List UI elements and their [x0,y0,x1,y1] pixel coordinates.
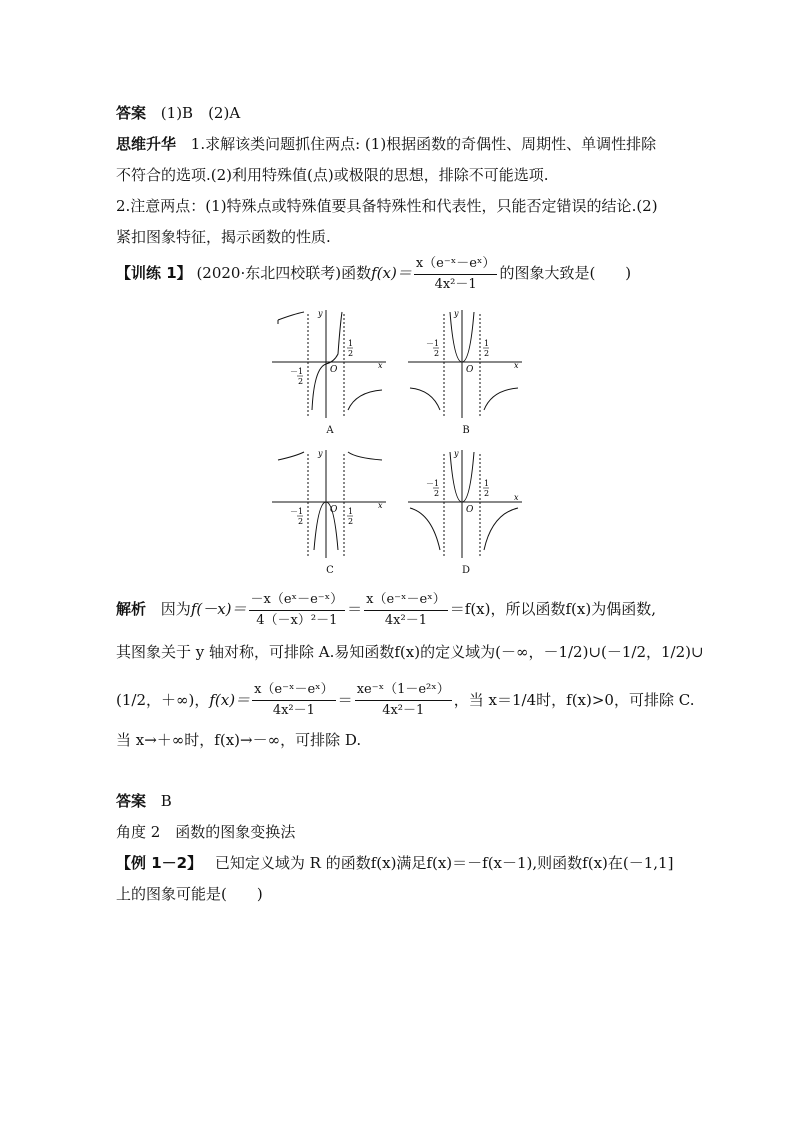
answer-text: (1)B (2)A [160,104,241,122]
svg-text:2: 2 [434,349,440,358]
svg-text:1: 1 [348,507,354,516]
frac4-num: xe⁻ˣ（1－e²ˣ） [355,680,452,701]
answer2-text: B [160,792,172,810]
svg-text:2: 2 [298,517,304,526]
method-line-1 [116,129,682,160]
example-text-2: 上的图象可能是( ) [116,885,263,903]
solution-frac-3 [252,680,336,721]
svg-text:－1: －1 [426,339,440,348]
example-line [116,848,682,879]
svg-text:－1: －1 [426,479,440,488]
graph-label-b: B [462,425,470,436]
solution-frac-4 [355,680,452,721]
solution-frac-2 [364,590,448,631]
graph-c [270,446,390,574]
solution-s2: 其图象关于 y 轴对称，可排除 A.易知函数f(x)的定义域为 [116,642,496,661]
svg-text:－1: －1 [290,507,304,516]
training-frac-den: 4x²－1 [434,276,477,292]
frac1-den: 4（－x）²－1 [256,612,338,628]
tail-block [116,786,682,910]
graph-label-c: C [326,565,334,576]
svg-text:y: y [318,309,323,318]
frac3-den: 4x²－1 [272,703,315,718]
training-label: 【训练 1】 [116,264,192,282]
solution-s3dom: (1/2，＋∞)， [116,690,210,709]
svg-text:O: O [466,365,474,375]
svg-text:x: x [378,361,383,370]
svg-text:x: x [514,361,519,370]
svg-text:2: 2 [298,377,304,386]
training-source: (2020·东北四校联考)函数 [196,264,372,282]
graph-label-d: D [461,565,471,576]
answer-line-2 [116,786,682,817]
solution-line-3: (1/2，＋∞)，f(x)＝ $\frac{\text{x（e⁻ˣ－eˣ）}}{\text{4x²－1}}$ ＝ $\frac{\text{xe⁻ˣ（1－e²ˣ）}}{\text{4x²－1}}$ ，当 x＝1/4时，f(x)>0，可排除 C. [116,679,682,722]
solution-s1c: ＝f(x)，所以函数f(x)为偶函数, [449,600,656,618]
angle-heading: 角度 2 函数的图象变换法 [116,823,296,841]
answer2-label: 答案 [116,792,147,810]
svg-text:2: 2 [348,349,354,358]
svg-text:2: 2 [484,349,490,358]
svg-text:2: 2 [348,517,354,526]
solution-s2dom: (－∞，－1/2)∪(－1/2，1/2)∪ [495,642,704,661]
svg-text:x: x [378,501,383,510]
svg-text:O: O [330,365,338,375]
graph-b [406,306,526,434]
svg-text:1: 1 [348,339,354,348]
document-body [116,98,682,295]
method-p1b: 不符合的选项.(2)利用特殊值(点)或极限的思想，排除不可能选项. [116,166,549,184]
solution-label: 解析 [116,600,147,618]
graph-label-a: A [326,425,334,436]
solution-s3f: f(x)＝ [209,690,251,709]
answer-line-1 [116,98,682,129]
svg-text:y: y [454,309,459,318]
method-p2b: 紧扣图象特征，揭示函数的性质. [116,228,331,246]
solution-s3tail: ，当 x＝1/4时，f(x)>0，可排除 C. [453,690,695,709]
solution-line-2 [116,631,704,673]
solution-line-1: 解析 因为f(－x)＝ $\frac{\text{－x（eˣ－e⁻ˣ）}}{\text{4（－x）²－1}}$ ＝ $\frac{\text{x（e⁻ˣ－eˣ）}}{\text{4x²－1}}$ ＝f(x)，所以函数f(x)为偶函数, [116,588,682,631]
frac2-den: 4x²－1 [384,612,427,628]
svg-text:y: y [454,449,459,458]
graph-a [270,306,390,434]
training-tail: 的图象大致是( ) [499,264,632,282]
training-func: f(x)＝ [371,264,412,282]
training-line [116,253,682,295]
method-p1: 1.求解该类问题抓住两点: (1)根据函数的奇偶性、周期性、单调性排除 [190,135,657,153]
solution-frac-1 [249,590,346,631]
example-label: 【例 1－2】 [116,854,203,872]
solution-s1b: f(－x)＝ [190,600,247,618]
svg-text:1: 1 [484,479,490,488]
frac2-num: x（e⁻ˣ－eˣ） [364,590,448,611]
method-label: 思维升华 [116,135,177,153]
training-fraction [414,254,498,295]
svg-text:1: 1 [484,339,490,348]
svg-text:－1: －1 [290,367,304,376]
svg-text:2: 2 [484,489,490,498]
svg-text:y: y [318,449,323,458]
solution-block [116,588,704,755]
svg-text:O: O [330,505,338,515]
solution-s1a: 因为 [160,600,191,618]
svg-text:x: x [514,493,519,502]
answer-label: 答案 [116,104,147,122]
method-p2: 2.注意两点：(1)特殊点或特殊值要具备特殊性和代表性，只能否定错误的结论.(2) [116,197,658,215]
graph-d [406,446,526,574]
training-frac-num: x（e⁻ˣ－eˣ） [414,254,498,275]
svg-text:O: O [466,505,474,515]
frac4-den: 4x²－1 [382,703,425,718]
svg-text:2: 2 [434,489,440,498]
answer-graphs [270,306,530,574]
example-text: 已知定义域为 R 的函数f(x)满足f(x)＝－f(x－1),则函数f(x)在(－1,1] [214,854,674,872]
solution-s4: 当 x→＋∞时，f(x)→－∞，可排除 D. [116,731,362,749]
frac3-num: x（e⁻ˣ－eˣ） [252,680,336,701]
frac1-num: －x（eˣ－e⁻ˣ） [249,590,346,611]
